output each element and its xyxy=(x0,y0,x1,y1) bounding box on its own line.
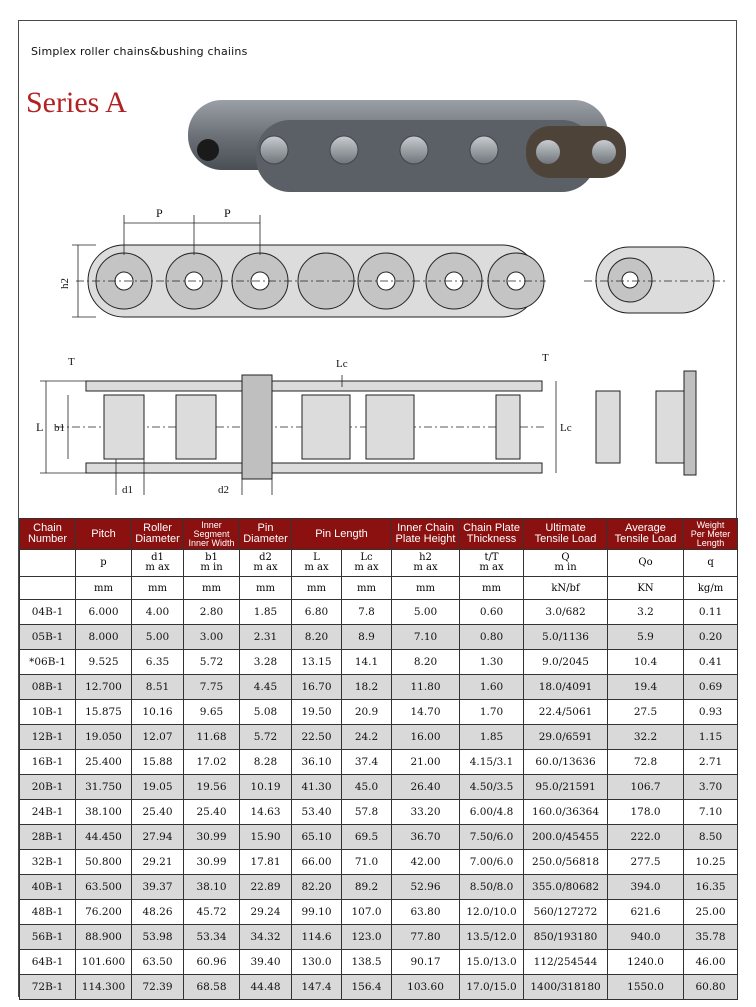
table-cell: 60.0/13636 xyxy=(524,750,608,775)
table-cell: 8.9 xyxy=(342,625,392,650)
table-row xyxy=(20,675,738,700)
table-cell: 17.81 xyxy=(240,850,292,875)
label-h2: h2 xyxy=(59,278,71,289)
table-cell: 1.30 xyxy=(460,650,524,675)
table-cell: 0.11 xyxy=(684,600,738,625)
header-row xyxy=(20,519,738,550)
table-cell: 2.80 xyxy=(184,600,240,625)
chain-number-cell: 20B-1 xyxy=(20,775,76,800)
chain-number-cell: 64B-1 xyxy=(20,950,76,975)
table-cell: 1.85 xyxy=(460,725,524,750)
table-cell: 10.16 xyxy=(132,700,184,725)
table-cell: 15.875 xyxy=(76,700,132,725)
table-cell: 53.40 xyxy=(292,800,342,825)
table-cell: 560/127272 xyxy=(524,900,608,925)
table-cell: 22.4/5061 xyxy=(524,700,608,725)
table-cell: 1.60 xyxy=(460,675,524,700)
table-cell: 114.6 xyxy=(292,925,342,950)
table-row xyxy=(20,975,738,1000)
table-cell: 6.80 xyxy=(292,600,342,625)
table-cell: 99.10 xyxy=(292,900,342,925)
table-cell: 13.5/12.0 xyxy=(460,925,524,950)
table-cell: 46.00 xyxy=(684,950,738,975)
table-cell: 0.93 xyxy=(684,700,738,725)
table-row xyxy=(20,900,738,925)
table-row xyxy=(20,650,738,675)
symbol-cell: h2 m ax xyxy=(392,550,460,577)
table-cell: 35.78 xyxy=(684,925,738,950)
table-cell: 11.68 xyxy=(184,725,240,750)
unit-cell: mm xyxy=(240,577,292,600)
header-average-load: Average Tensile Load xyxy=(608,519,684,550)
table-cell: 3.2 xyxy=(608,600,684,625)
table-row xyxy=(20,625,738,650)
table-cell: 6.35 xyxy=(132,650,184,675)
table-cell: 7.50/6.0 xyxy=(460,825,524,850)
table-cell: 355.0/80682 xyxy=(524,875,608,900)
table-cell: 29.21 xyxy=(132,850,184,875)
table-cell: 27.94 xyxy=(132,825,184,850)
table-cell: 3.00 xyxy=(184,625,240,650)
header-roller-diameter: Roller Diameter xyxy=(132,519,184,550)
chain-number-cell: 04B-1 xyxy=(20,600,76,625)
table-cell: 3.70 xyxy=(684,775,738,800)
table-cell: 25.00 xyxy=(684,900,738,925)
symbol-row xyxy=(20,550,738,577)
table-cell: 16.00 xyxy=(392,725,460,750)
header-pitch: Pitch xyxy=(76,519,132,550)
table-cell: 1.70 xyxy=(460,700,524,725)
table-row xyxy=(20,800,738,825)
table-cell: 33.20 xyxy=(392,800,460,825)
table-cell: 31.750 xyxy=(76,775,132,800)
symbol-cell: d1 m ax xyxy=(132,550,184,577)
table-cell: 12.700 xyxy=(76,675,132,700)
table-row xyxy=(20,750,738,775)
symbol-cell: Lc m ax xyxy=(342,550,392,577)
label-b1: b1 xyxy=(54,422,65,434)
table-cell: 15.88 xyxy=(132,750,184,775)
table-cell: 0.80 xyxy=(460,625,524,650)
table-cell: 44.48 xyxy=(240,975,292,1000)
table-cell: 394.0 xyxy=(608,875,684,900)
label-Lc-mid: Lc xyxy=(336,358,348,370)
table-cell: 6.000 xyxy=(76,600,132,625)
symbol-cell: L m ax xyxy=(292,550,342,577)
table-cell: 5.72 xyxy=(240,725,292,750)
table-cell: 101.600 xyxy=(76,950,132,975)
table-cell: 53.34 xyxy=(184,925,240,950)
symbol-cell: b1 m in xyxy=(184,550,240,577)
table-row xyxy=(20,725,738,750)
table-cell: 10.19 xyxy=(240,775,292,800)
table-cell: 22.50 xyxy=(292,725,342,750)
table-row xyxy=(20,925,738,950)
table-cell: 39.40 xyxy=(240,950,292,975)
table-cell: 4.50/3.5 xyxy=(460,775,524,800)
table-cell: 16.70 xyxy=(292,675,342,700)
table-cell: 4.45 xyxy=(240,675,292,700)
symbol-cell: q xyxy=(684,550,738,577)
chain-number-cell: 05B-1 xyxy=(20,625,76,650)
table-cell: 2.71 xyxy=(684,750,738,775)
table-cell: 38.100 xyxy=(76,800,132,825)
chain-number-cell: 40B-1 xyxy=(20,875,76,900)
table-cell: 36.10 xyxy=(292,750,342,775)
table-cell: 25.400 xyxy=(76,750,132,775)
unit-row xyxy=(20,577,738,600)
table-cell: 123.0 xyxy=(342,925,392,950)
table-cell: 7.8 xyxy=(342,600,392,625)
table-cell: 29.0/6591 xyxy=(524,725,608,750)
table-cell: 63.50 xyxy=(132,950,184,975)
table-cell: 7.00/6.0 xyxy=(460,850,524,875)
table-cell: 25.40 xyxy=(184,800,240,825)
table-cell: 18.0/4091 xyxy=(524,675,608,700)
table-cell: 8.000 xyxy=(76,625,132,650)
label-pitch-2: P xyxy=(224,206,231,220)
table-cell: 45.72 xyxy=(184,900,240,925)
table-cell: 14.63 xyxy=(240,800,292,825)
chain-number-cell: 12B-1 xyxy=(20,725,76,750)
table-cell: 45.0 xyxy=(342,775,392,800)
chain-number-cell: 24B-1 xyxy=(20,800,76,825)
unit-cell: mm xyxy=(76,577,132,600)
symbol-cell: Qo xyxy=(608,550,684,577)
chain-technical-drawings xyxy=(36,195,726,515)
symbol-cell: t/T m ax xyxy=(460,550,524,577)
table-cell: 60.96 xyxy=(184,950,240,975)
unit-cell: KN xyxy=(608,577,684,600)
table-cell: 20.9 xyxy=(342,700,392,725)
table-cell: 106.7 xyxy=(608,775,684,800)
table-cell: 88.900 xyxy=(76,925,132,950)
table-cell: 26.40 xyxy=(392,775,460,800)
table-cell: 107.0 xyxy=(342,900,392,925)
unit-cell: mm xyxy=(292,577,342,600)
label-T-left: T xyxy=(68,356,75,368)
table-cell: 9.525 xyxy=(76,650,132,675)
table-cell: 77.80 xyxy=(392,925,460,950)
table-row xyxy=(20,850,738,875)
table-cell: 12.07 xyxy=(132,725,184,750)
table-cell: 1400/318180 xyxy=(524,975,608,1000)
table-cell: 19.50 xyxy=(292,700,342,725)
table-row xyxy=(20,950,738,975)
label-Lc-right: Lc xyxy=(560,422,572,434)
table-cell: 22.89 xyxy=(240,875,292,900)
table-cell: 27.5 xyxy=(608,700,684,725)
label-L: L xyxy=(36,420,44,434)
symbol-cell xyxy=(20,550,76,577)
unit-cell: kg/m xyxy=(684,577,738,600)
table-cell: 39.37 xyxy=(132,875,184,900)
table-cell: 621.6 xyxy=(608,900,684,925)
table-cell: 25.40 xyxy=(132,800,184,825)
chain-spec-table xyxy=(19,518,738,1000)
chain-number-cell: 10B-1 xyxy=(20,700,76,725)
table-cell: 1.85 xyxy=(240,600,292,625)
table-cell: 15.90 xyxy=(240,825,292,850)
table-cell: 52.96 xyxy=(392,875,460,900)
header-ultimate-load: Ultimate Tensile Load xyxy=(524,519,608,550)
header-plate-height: Inner Chain Plate Height xyxy=(392,519,460,550)
table-cell: 63.500 xyxy=(76,875,132,900)
subtitle: Simplex roller chains&bushing chaiins xyxy=(31,45,248,58)
table-cell: 14.70 xyxy=(392,700,460,725)
table-cell: 32.2 xyxy=(608,725,684,750)
table-cell: 940.0 xyxy=(608,925,684,950)
table-cell: 48.26 xyxy=(132,900,184,925)
table-cell: 178.0 xyxy=(608,800,684,825)
table-cell: 0.20 xyxy=(684,625,738,650)
chain-number-cell: 32B-1 xyxy=(20,850,76,875)
table-cell: 53.98 xyxy=(132,925,184,950)
table-cell: 89.2 xyxy=(342,875,392,900)
table-cell: 66.00 xyxy=(292,850,342,875)
table-cell: 71.0 xyxy=(342,850,392,875)
table-cell: 850/193180 xyxy=(524,925,608,950)
table-cell: 12.0/10.0 xyxy=(460,900,524,925)
table-cell: 19.56 xyxy=(184,775,240,800)
table-cell: 0.41 xyxy=(684,650,738,675)
table-cell: 82.20 xyxy=(292,875,342,900)
unit-cell: mm xyxy=(132,577,184,600)
table-cell: 250.0/56818 xyxy=(524,850,608,875)
table-cell: 0.60 xyxy=(460,600,524,625)
table-row xyxy=(20,825,738,850)
table-cell: 24.2 xyxy=(342,725,392,750)
table-cell: 3.28 xyxy=(240,650,292,675)
table-cell: 200.0/45455 xyxy=(524,825,608,850)
unit-cell: kN/bf xyxy=(524,577,608,600)
table-cell: 9.65 xyxy=(184,700,240,725)
table-cell: 68.58 xyxy=(184,975,240,1000)
table-cell: 277.5 xyxy=(608,850,684,875)
chain-number-cell: 56B-1 xyxy=(20,925,76,950)
table-cell: 69.5 xyxy=(342,825,392,850)
table-cell: 42.00 xyxy=(392,850,460,875)
table-cell: 7.10 xyxy=(684,800,738,825)
table-cell: 8.20 xyxy=(392,650,460,675)
table-cell: 10.4 xyxy=(608,650,684,675)
table-cell: 8.50 xyxy=(684,825,738,850)
chain-number-cell: 72B-1 xyxy=(20,975,76,1000)
chain-number-cell: 48B-1 xyxy=(20,900,76,925)
chain-number-cell: *06B-1 xyxy=(20,650,76,675)
table-cell: 17.02 xyxy=(184,750,240,775)
table-cell: 60.80 xyxy=(684,975,738,1000)
table-cell: 19.05 xyxy=(132,775,184,800)
table-cell: 72.39 xyxy=(132,975,184,1000)
table-cell: 2.31 xyxy=(240,625,292,650)
table-cell: 16.35 xyxy=(684,875,738,900)
table-row xyxy=(20,775,738,800)
table-cell: 72.8 xyxy=(608,750,684,775)
table-cell: 7.10 xyxy=(392,625,460,650)
table-cell: 156.4 xyxy=(342,975,392,1000)
symbol-cell: Q m in xyxy=(524,550,608,577)
label-pitch-1: P xyxy=(156,206,163,220)
label-d1: d1 xyxy=(122,484,133,496)
series-title: Series A xyxy=(26,86,127,119)
table-cell: 138.5 xyxy=(342,950,392,975)
table-cell: 95.0/21591 xyxy=(524,775,608,800)
header-pin-length: Pin Length xyxy=(292,519,392,550)
table-cell: 65.10 xyxy=(292,825,342,850)
table-cell: 14.1 xyxy=(342,650,392,675)
unit-cell: mm xyxy=(184,577,240,600)
table-cell: 3.0/682 xyxy=(524,600,608,625)
table-cell: 21.00 xyxy=(392,750,460,775)
table-cell: 36.70 xyxy=(392,825,460,850)
table-cell: 29.24 xyxy=(240,900,292,925)
header-chain-number: Chain Number xyxy=(20,519,76,550)
table-cell: 37.4 xyxy=(342,750,392,775)
table-cell: 8.28 xyxy=(240,750,292,775)
table-row xyxy=(20,700,738,725)
table-cell: 8.50/8.0 xyxy=(460,875,524,900)
table-body xyxy=(20,600,738,1000)
table-cell: 1240.0 xyxy=(608,950,684,975)
unit-cell: mm xyxy=(342,577,392,600)
table-cell: 8.51 xyxy=(132,675,184,700)
table-cell: 130.0 xyxy=(292,950,342,975)
chain-number-cell: 28B-1 xyxy=(20,825,76,850)
table-cell: 34.32 xyxy=(240,925,292,950)
table-cell: 17.0/15.0 xyxy=(460,975,524,1000)
table-cell: 5.00 xyxy=(392,600,460,625)
table-cell: 38.10 xyxy=(184,875,240,900)
table-cell: 50.800 xyxy=(76,850,132,875)
chain-number-cell: 08B-1 xyxy=(20,675,76,700)
table-cell: 18.2 xyxy=(342,675,392,700)
table-cell: 11.80 xyxy=(392,675,460,700)
table-cell: 6.00/4.8 xyxy=(460,800,524,825)
symbol-cell: p xyxy=(76,550,132,577)
table-cell: 5.0/1136 xyxy=(524,625,608,650)
chain-number-cell: 16B-1 xyxy=(20,750,76,775)
table-cell: 1.15 xyxy=(684,725,738,750)
table-cell: 15.0/13.0 xyxy=(460,950,524,975)
table-cell: 0.69 xyxy=(684,675,738,700)
table-cell: 7.75 xyxy=(184,675,240,700)
symbol-cell: d2 m ax xyxy=(240,550,292,577)
table-cell: 9.0/2045 xyxy=(524,650,608,675)
header-inner-width: Inner Segment Inner Width xyxy=(184,519,240,550)
chain-photo xyxy=(186,88,630,206)
table-cell: 30.99 xyxy=(184,850,240,875)
table-cell: 5.72 xyxy=(184,650,240,675)
table-cell: 222.0 xyxy=(608,825,684,850)
table-row xyxy=(20,600,738,625)
table-cell: 10.25 xyxy=(684,850,738,875)
table-cell: 90.17 xyxy=(392,950,460,975)
table-cell: 103.60 xyxy=(392,975,460,1000)
table-cell: 147.4 xyxy=(292,975,342,1000)
table-cell: 160.0/36364 xyxy=(524,800,608,825)
header-weight: Weight Per Meter Length xyxy=(684,519,738,550)
table-cell: 5.08 xyxy=(240,700,292,725)
table-cell: 76.200 xyxy=(76,900,132,925)
table-cell: 19.4 xyxy=(608,675,684,700)
table-cell: 13.15 xyxy=(292,650,342,675)
unit-cell: mm xyxy=(460,577,524,600)
table-cell: 112/254544 xyxy=(524,950,608,975)
label-T-right: T xyxy=(542,352,549,364)
table-cell: 41.30 xyxy=(292,775,342,800)
header-plate-thickness: Chain Plate Thickness xyxy=(460,519,524,550)
table-cell: 5.00 xyxy=(132,625,184,650)
table-cell: 44.450 xyxy=(76,825,132,850)
table-row xyxy=(20,875,738,900)
table-cell: 19.050 xyxy=(76,725,132,750)
table-cell: 63.80 xyxy=(392,900,460,925)
table-cell: 4.00 xyxy=(132,600,184,625)
table-cell: 30.99 xyxy=(184,825,240,850)
table-cell: 8.20 xyxy=(292,625,342,650)
table-cell: 4.15/3.1 xyxy=(460,750,524,775)
unit-cell xyxy=(20,577,76,600)
unit-cell: mm xyxy=(392,577,460,600)
label-d2: d2 xyxy=(218,484,229,496)
table-cell: 5.9 xyxy=(608,625,684,650)
table-cell: 57.8 xyxy=(342,800,392,825)
header-pin-diameter: Pin Diameter xyxy=(240,519,292,550)
table-cell: 1550.0 xyxy=(608,975,684,1000)
table-cell: 114.300 xyxy=(76,975,132,1000)
